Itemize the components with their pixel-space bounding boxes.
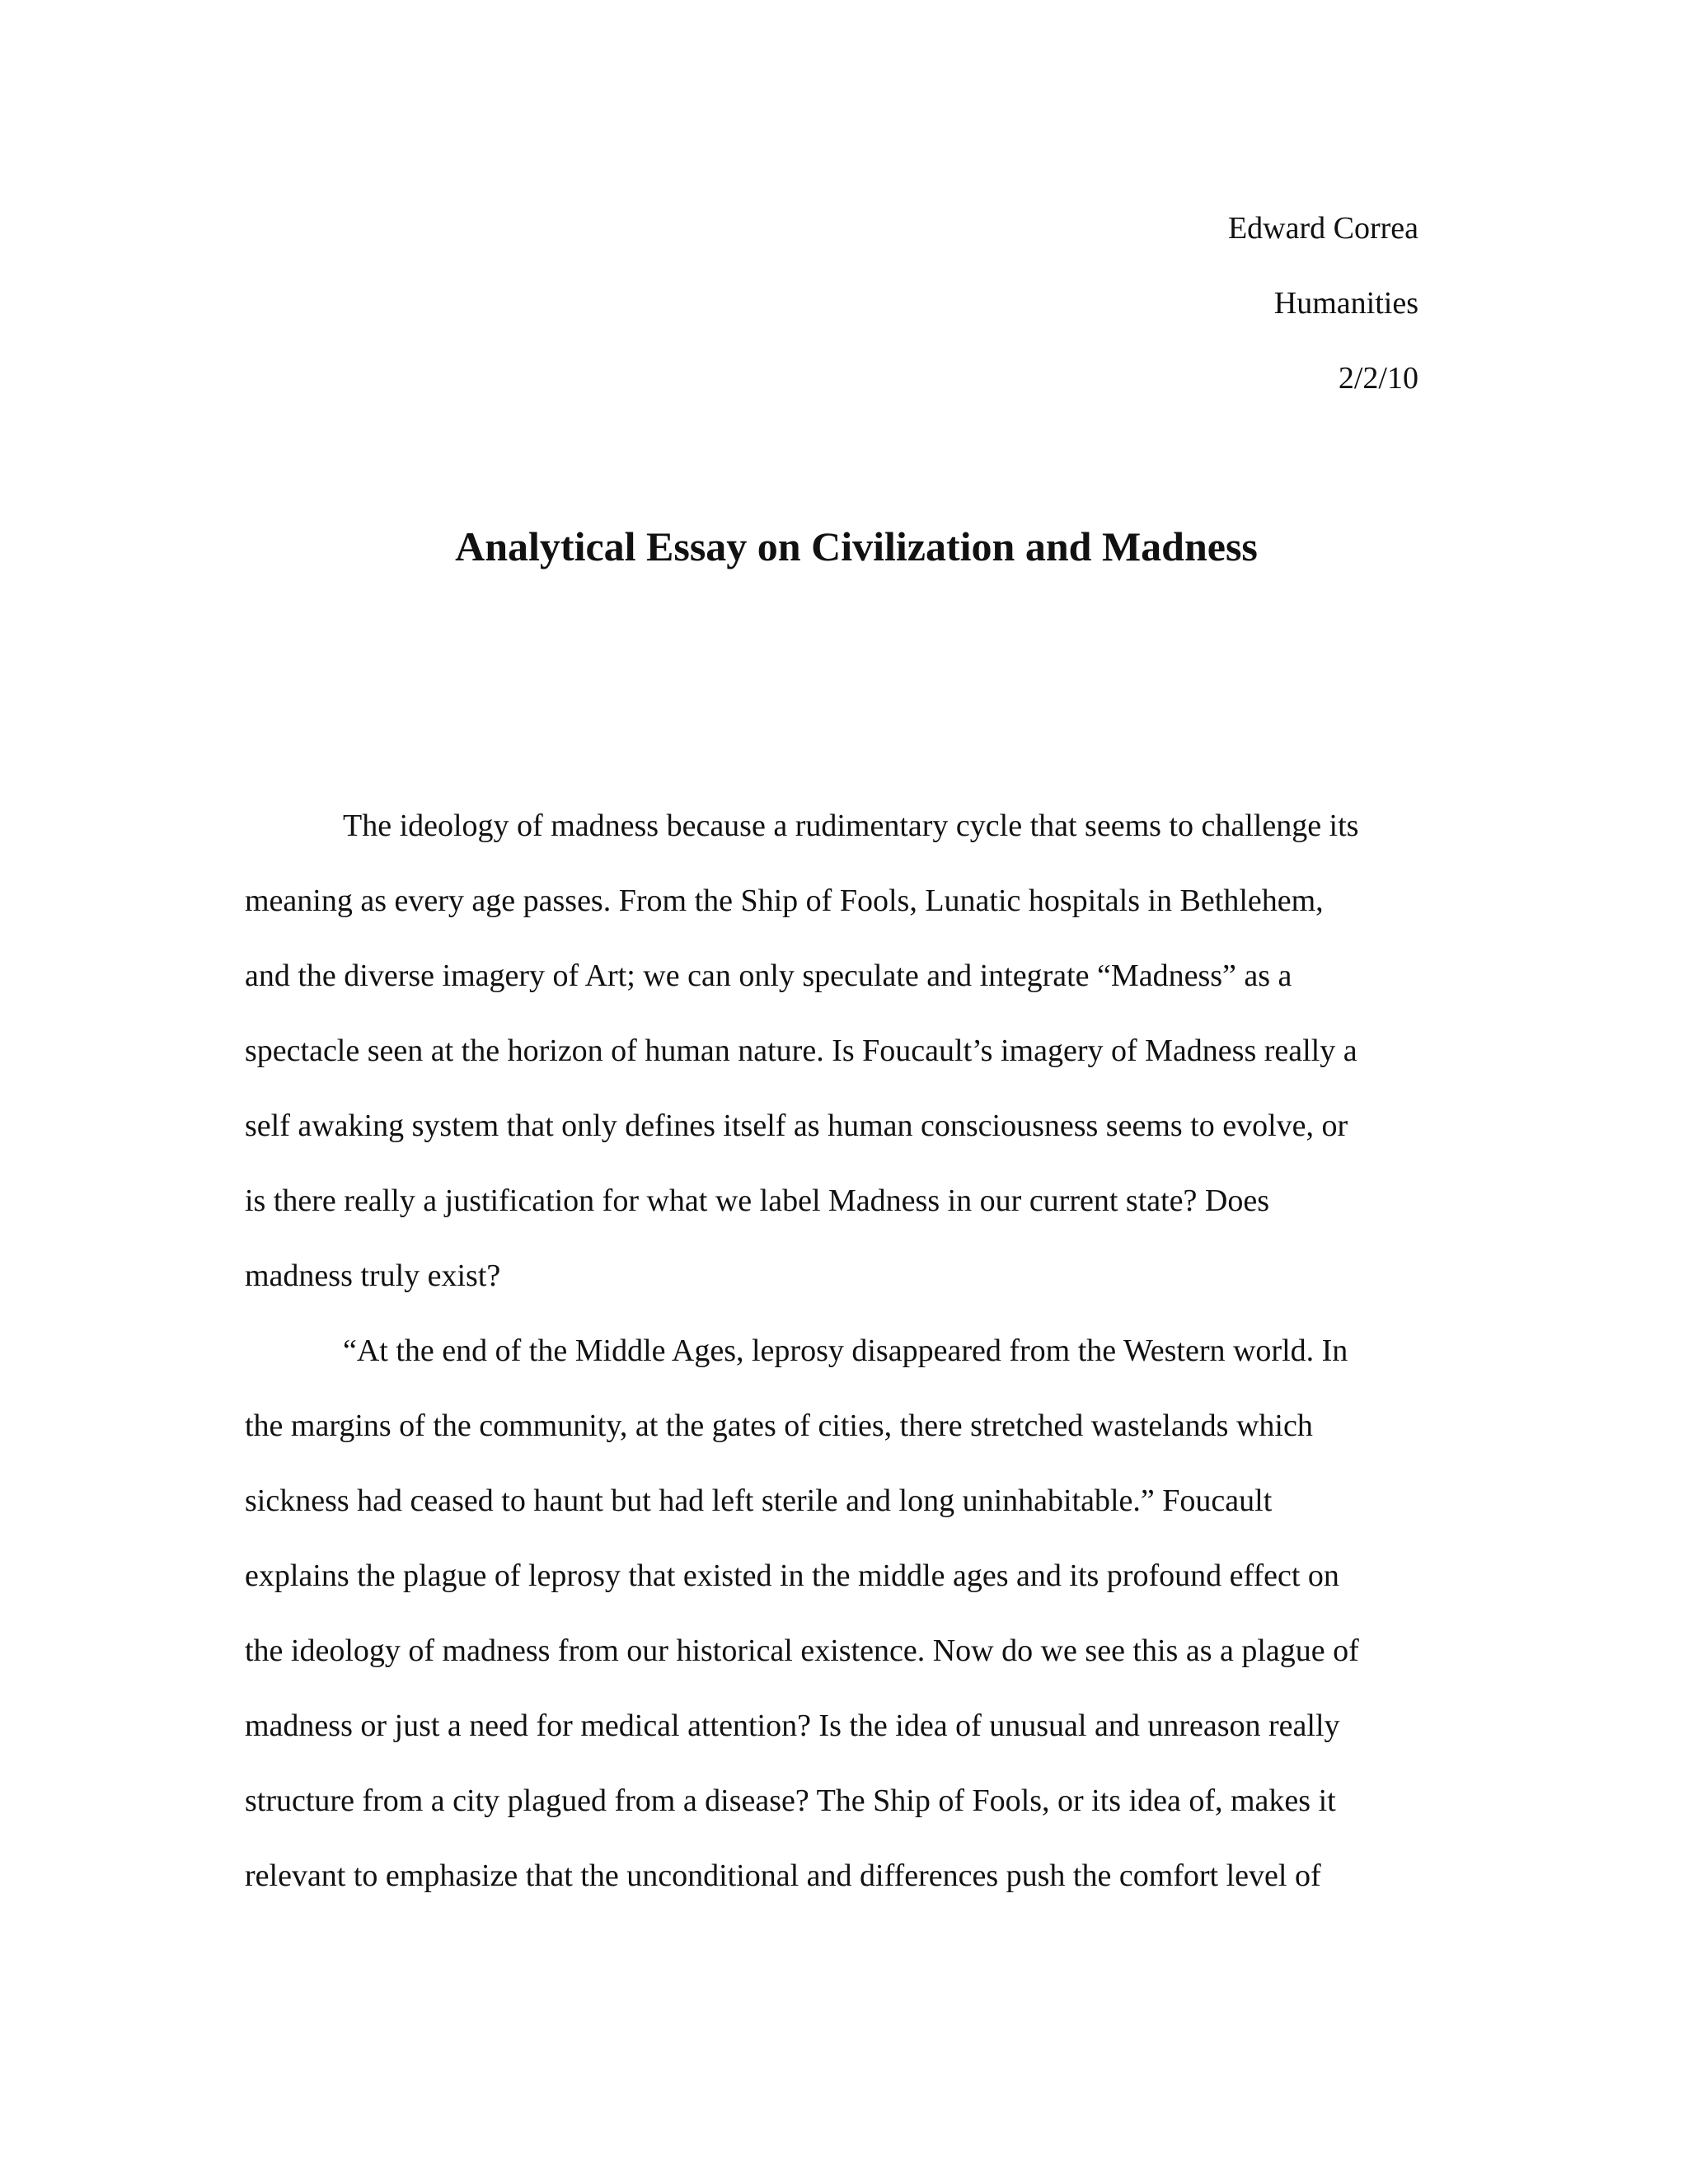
body-line: structure from a city plagued from a disease? The Ship of Fools, or its idea of, makes it bbox=[245, 1783, 1336, 1818]
body-line: the ideology of madness from our historical existence. Now do we see this as a plague of bbox=[245, 1633, 1359, 1668]
body-line: sickness had ceased to haunt but had left sterile and long uninhabitable.” Foucault bbox=[245, 1483, 1273, 1518]
body-line: relevant to emphasize that the unconditional and differences push the comfort level of bbox=[245, 1858, 1321, 1893]
body-line: “At the end of the Middle Ages, leprosy disappeared from the Western world. In bbox=[343, 1333, 1348, 1368]
header-block bbox=[1228, 191, 1418, 416]
essay-title: Analytical Essay on Civilization and Madness bbox=[455, 523, 1258, 569]
body-line: self awaking system that only defines itself as human consciousness seems to evolve, or bbox=[245, 1108, 1348, 1143]
body-line: madness or just a need for medical attention? Is the idea of unusual and unreason really bbox=[245, 1708, 1340, 1743]
body-line: and the diverse imagery of Art; we can only speculate and integrate “Madness” as a bbox=[245, 958, 1292, 993]
body-line: The ideology of madness because a rudimentary cycle that seems to challenge its bbox=[343, 808, 1359, 843]
body-line: meaning as every age passes. From the Ship of Fools, Lunatic hospitals in Bethlehem, bbox=[245, 883, 1324, 918]
essay-body bbox=[245, 789, 1448, 1914]
document-date: 2/2/10 bbox=[1338, 361, 1418, 396]
body-line: is there really a justification for what we label Madness in our current state? Does bbox=[245, 1183, 1270, 1218]
course-name: Humanities bbox=[1273, 286, 1418, 321]
body-line: explains the plague of leprosy that existed in the middle ages and its profound effect on bbox=[245, 1558, 1339, 1593]
body-line: madness truly exist? bbox=[245, 1258, 501, 1293]
body-line: the margins of the community, at the gates of cities, there stretched wastelands which bbox=[245, 1408, 1313, 1443]
body-line: spectacle seen at the horizon of human nature. Is Foucault’s imagery of Madness really a bbox=[245, 1033, 1357, 1068]
author-name: Edward Correa bbox=[1227, 211, 1418, 246]
